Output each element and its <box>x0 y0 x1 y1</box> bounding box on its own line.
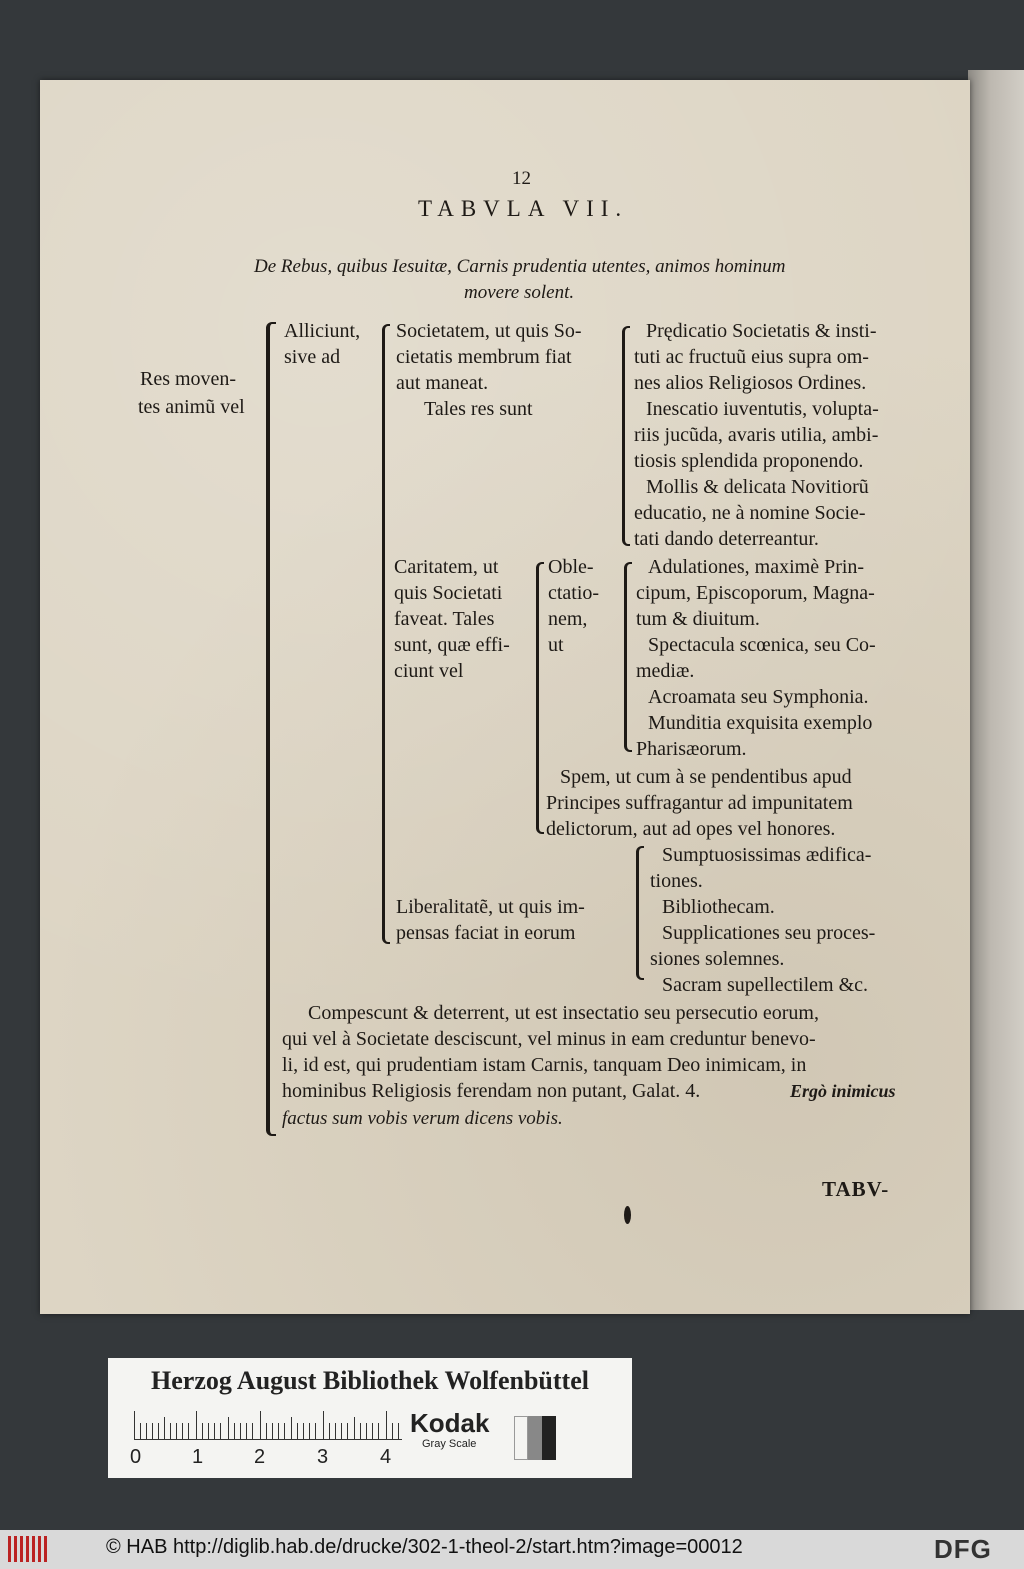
root-label-line-2: tes animũ vel <box>138 396 245 418</box>
subtitle-line-1: De Rebus, quibus Iesuitæ, Carnis prudentia utentes, animos hominum <box>254 256 786 277</box>
ruler-number-0: 0 <box>130 1446 142 1468</box>
liberalitatem-line-2: pensas faciat in eorum <box>396 922 576 944</box>
societatem-item-1a: Prędicatio Societatis & insti- <box>646 320 877 342</box>
liberalitatem-item-2: Bibliothecam. <box>662 896 775 918</box>
oblectationem-line-1: Oble- <box>548 556 594 578</box>
alliciunt-line-2: sive ad <box>284 346 341 368</box>
liberalitatem-item-3a: Supplicationes seu proces- <box>662 922 876 944</box>
catchword: TABV- <box>822 1177 890 1201</box>
oblectationem-item-3: Acroamata seu Symphonia. <box>648 686 869 708</box>
ink-stain <box>624 1206 631 1224</box>
societatem-brace <box>622 326 630 546</box>
societatem-item-2c: tiosis splendida proponendo. <box>634 450 864 472</box>
hab-color-card <box>108 1358 632 1478</box>
societatem-line-3: aut maneat. <box>396 372 489 394</box>
alliciunt-brace <box>382 324 390 944</box>
ruler-number-1: 1 <box>192 1446 204 1468</box>
oblectationem-line-2: ctatio- <box>548 582 600 604</box>
oblectationem-item-2b: mediæ. <box>636 660 695 682</box>
liberalitatem-item-1a: Sumptuosissimas ædifica- <box>662 844 872 866</box>
societatem-item-3b: educatio, ne à nomine Socie- <box>634 502 866 524</box>
oblectationem-brace <box>624 562 632 752</box>
gray-swatch-mid <box>528 1416 542 1460</box>
caritatem-brace <box>536 562 544 834</box>
ruler-number-4: 4 <box>380 1446 392 1468</box>
oblectationem-line-4: ut <box>548 634 564 656</box>
liberalitatem-brace <box>636 846 644 980</box>
societatem-item-1c: nes alios Religiosos Ordines. <box>634 372 867 394</box>
gray-swatch-white <box>514 1416 528 1460</box>
root-label-line-1: Res moven- <box>140 368 237 390</box>
dfg-logo: DFG <box>934 1534 992 1564</box>
liberalitatem-item-3b: siones solemnes. <box>650 948 785 970</box>
subtitle-line-2: movere solent. <box>464 282 575 303</box>
societatem-line-1: Societatem, ut quis So- <box>396 320 582 342</box>
adjacent-page-edge <box>968 70 1024 1310</box>
hab-logo-icon <box>8 1536 48 1562</box>
caritatem-line-4: sunt, quæ effi- <box>394 634 510 656</box>
oblectationem-item-1b: cipum, Episcoporum, Magna- <box>636 582 875 604</box>
compescunt-line-4: hominibus Religiosis ferendam non putant, Galat. 4. <box>282 1080 701 1102</box>
compescunt-line-2: qui vel à Societate desciscunt, vel minus in eam creduntur benevo- <box>282 1028 816 1050</box>
compescunt-line-1: Compescunt & deterrent, ut est insectatio seu persecutio eorum, <box>308 1002 819 1024</box>
footer-copyright-link[interactable]: © HAB http://diglib.hab.de/drucke/302-1-theol-2/start.htm?image=00012 <box>106 1536 743 1558</box>
liberalitatem-line-1: Liberalitatẽ, ut quis im- <box>396 896 585 918</box>
footer-bar <box>0 1530 1024 1569</box>
card-ruler <box>134 1412 402 1440</box>
spem-line-2: Principes suffragantur ad impunitatem <box>546 792 853 814</box>
societatem-tales: Tales res sunt <box>424 398 533 420</box>
ruler-number-2: 2 <box>254 1446 266 1468</box>
quote-part-1: Ergò inimicus <box>790 1081 896 1101</box>
oblectationem-item-4b: Pharisæorum. <box>636 738 747 760</box>
societatem-item-1b: tuti ac fructuũ eius supra om- <box>634 346 869 368</box>
societatem-item-2b: riis jucũda, avaris utilia, ambi- <box>634 424 879 446</box>
societatem-item-3a: Mollis & delicata Novitiorũ <box>646 476 869 498</box>
kodak-logo: Kodak <box>410 1408 490 1438</box>
alliciunt-line-1: Alliciunt, <box>284 320 361 342</box>
quote-part-2: factus sum vobis verum dicens vobis. <box>282 1108 563 1129</box>
compescunt-line-3: li, id est, qui prudentiam istam Carnis, tanquam Deo inimicam, in <box>282 1054 807 1076</box>
main-brace <box>266 322 276 1136</box>
caritatem-line-5: ciunt vel <box>394 660 464 682</box>
societatem-line-2: cietatis membrum fiat <box>396 346 572 368</box>
ruler-number-3: 3 <box>317 1446 329 1468</box>
societatem-item-2a: Inescatio iuventutis, volupta- <box>646 398 879 420</box>
gray-swatch-black <box>542 1416 556 1460</box>
card-title: Herzog August Bibliothek Wolfenbüttel <box>151 1366 589 1395</box>
societatem-item-3c: tati dando deterreantur. <box>634 528 819 550</box>
oblectationem-item-4a: Munditia exquisita exemplo <box>648 712 873 734</box>
caritatem-line-2: quis Societati <box>394 582 503 604</box>
oblectationem-item-2a: Spectacula scœnica, seu Co- <box>648 634 876 656</box>
book-page <box>40 80 970 1314</box>
caritatem-line-3: faveat. Tales <box>394 608 495 630</box>
caritatem-line-1: Caritatem, ut <box>394 556 499 578</box>
page-title: TABVLA VII. <box>418 196 629 221</box>
liberalitatem-item-1b: tiones. <box>650 870 703 892</box>
spem-line-3: delictorum, aut ad opes vel honores. <box>546 818 836 840</box>
page-number: 12 <box>512 168 531 189</box>
oblectationem-line-3: nem, <box>548 608 588 630</box>
liberalitatem-item-4: Sacram supellectilem &c. <box>662 974 869 996</box>
gray-scale-label: Gray Scale <box>422 1438 477 1450</box>
oblectationem-item-1c: tum & diuitum. <box>636 608 760 630</box>
spem-line-1: Spem, ut cum à se pendentibus apud <box>560 766 852 788</box>
oblectationem-item-1a: Adulationes, maximè Prin- <box>648 556 865 578</box>
